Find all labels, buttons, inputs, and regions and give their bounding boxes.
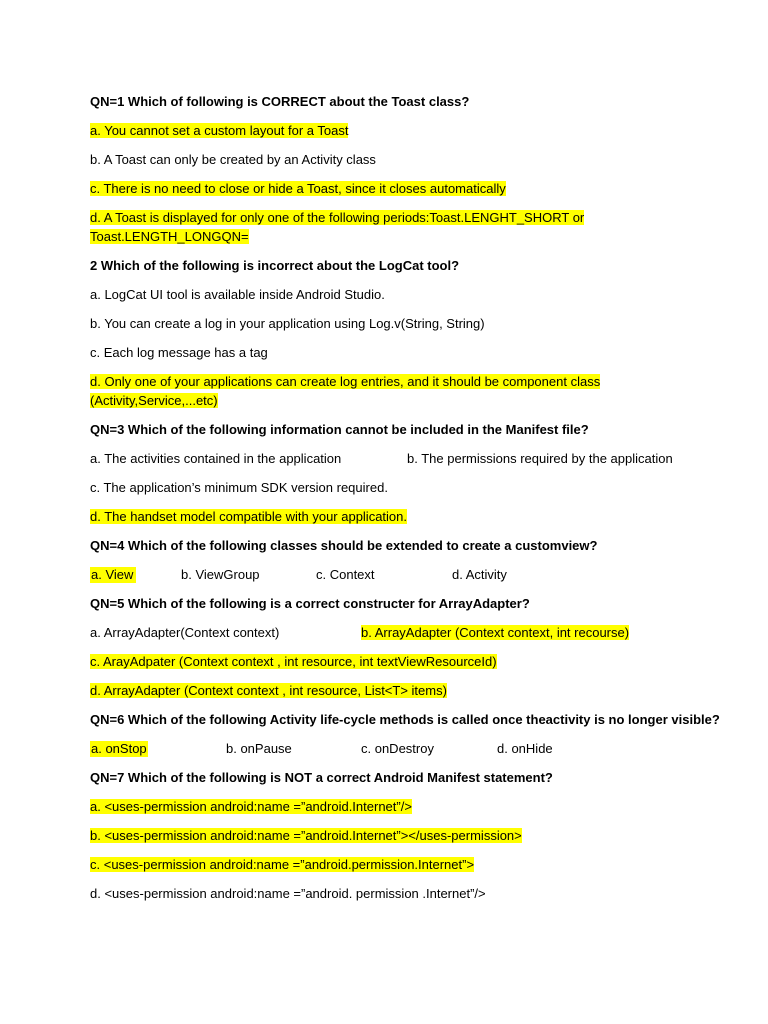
question-1-option-b: b. A Toast can only be created by an Activity class — [90, 152, 376, 167]
question-1-option-a: a. You cannot set a custom layout for a Toast — [90, 123, 349, 138]
question-5-option-c: c. ArayAdpater (Context context , int resource, int textViewResourceId) — [90, 654, 497, 669]
question-3-option-b: b. The permissions required by the application — [407, 451, 673, 466]
question-3-option-c: c. The application’s minimum SDK version required. — [90, 480, 388, 495]
question-6-option-a: a. onStop — [91, 741, 147, 756]
question-7-option-c: c. <uses-permission android:name =”android.permission.Internet”> — [90, 857, 475, 872]
question-5-text: QN=5 Which of the following is a correct constructer for ArrayAdapter? — [90, 596, 530, 611]
question-5-option-b: b. ArrayAdapter (Context context, int recourse) — [361, 625, 630, 640]
question-2-option-d-cont: (Activity,Service,...etc) — [90, 393, 218, 408]
question-6-option-d: d. onHide — [497, 741, 553, 756]
question-2-option-d: d. Only one of your applications can create log entries, and it should be component class — [90, 374, 601, 389]
question-3-option-a: a. The activities contained in the application — [90, 451, 342, 466]
question-3-option-d: d. The handset model compatible with your application. — [90, 509, 408, 524]
question-1-text: QN=1 Which of following is CORRECT about the Toast class? — [90, 94, 470, 109]
question-2-option-a: a. LogCat UI tool is available inside Android Studio. — [90, 287, 385, 302]
question-2-text: 2 Which of the following is incorrect about the LogCat tool? — [90, 258, 460, 273]
question-5-option-d: d. ArrayAdapter (Context context , int resource, List<T> items) — [90, 683, 447, 698]
question-6-option-c: c. onDestroy — [361, 741, 434, 756]
question-7-option-d: d. <uses-permission android:name =”android. permission .Internet”/> — [90, 886, 486, 901]
question-5-option-a: a. ArrayAdapter(Context context) — [90, 625, 280, 640]
question-1-option-c: c. There is no need to close or hide a Toast, since it closes automatically — [90, 181, 506, 196]
question-6-text: QN=6 Which of the following Activity life-cycle methods is called once theactivity is no longer visible? — [90, 712, 720, 727]
question-2-option-b: b. You can create a log in your application using Log.v(String, String) — [90, 316, 485, 331]
question-6-option-b: b. onPause — [226, 741, 292, 756]
question-4-option-d: d. Activity — [452, 567, 507, 582]
question-1-option-d-cont: Toast.LENGTH_LONGQN= — [90, 229, 249, 244]
question-4-text: QN=4 Which of the following classes should be extended to create a customview? — [90, 538, 598, 553]
question-7-option-b: b. <uses-permission android:name =”android.Internet”></uses-permission> — [90, 828, 522, 843]
question-4-option-a: a. View — [90, 567, 136, 583]
question-7-option-a: a. <uses-permission android:name =”android.Internet”/> — [90, 799, 412, 814]
question-7-text: QN=7 Which of the following is NOT a correct Android Manifest statement? — [90, 770, 553, 785]
question-3-text: QN=3 Which of the following information cannot be included in the Manifest file? — [90, 422, 589, 437]
question-1-option-d: d. A Toast is displayed for only one of the following periods:Toast.LENGHT_SHORT or — [90, 210, 585, 225]
question-4-option-b: b. ViewGroup — [181, 567, 260, 582]
question-4-option-c: c. Context — [316, 567, 375, 582]
question-2-option-c: c. Each log message has a tag — [90, 345, 268, 360]
